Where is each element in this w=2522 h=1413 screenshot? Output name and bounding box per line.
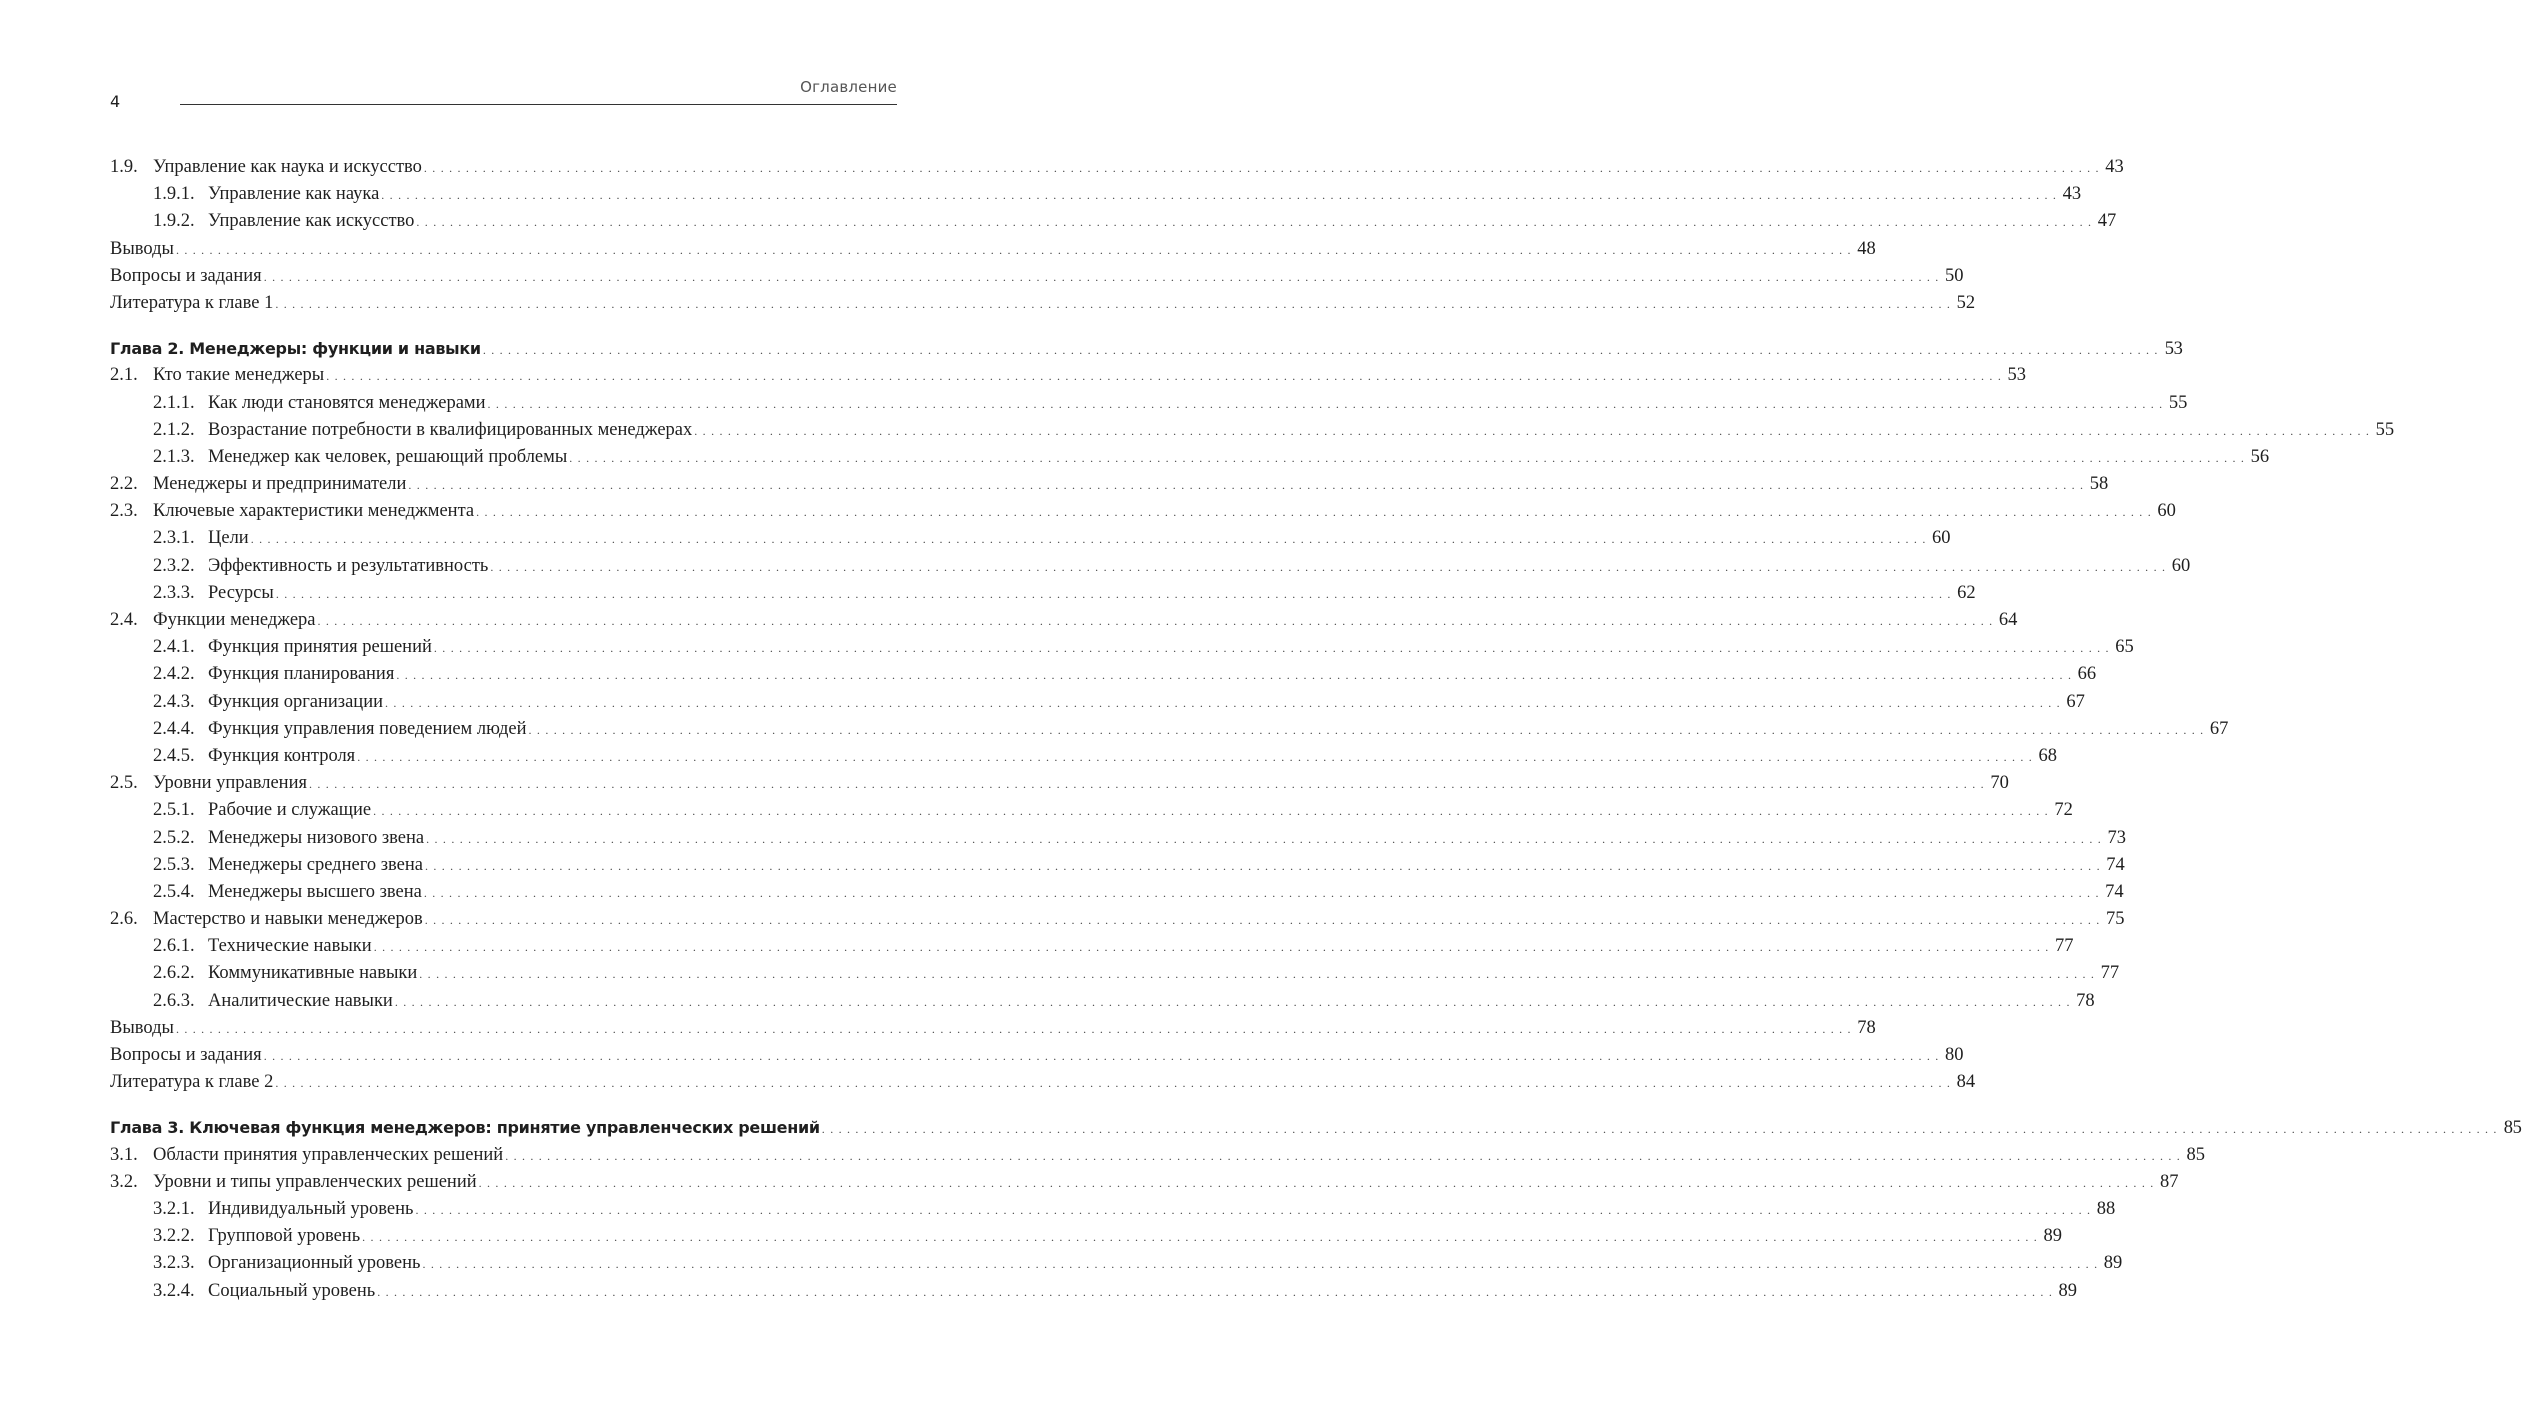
toc-entry[interactable] xyxy=(110,471,2109,498)
toc-entry-number: 1.9.2. xyxy=(153,211,195,232)
dot-leader: . . . . . . . . . . . . . . . . . . . . . . . . . . . . . . . . . . . . . . . . . . . . . . . . . . . . . . . . . . . . . . . . . . . . . . . . . . . . . . . . . . . . . . . . . . . . . . . . . . . . . . . . . . . . . . . . . . . . . . . . . . . . . . . . . . . . . . . . . . . . . . . . . . . . . . . . . . . . . . . . . . . . . . . . . . . . . . . . . . . . . . . . . . . . . . . . . . . . . . . . xyxy=(373,940,2050,955)
dot-leader: . . . . . . . . . . . . . . . . . . . . . . . . . . . . . . . . . . . . . . . . . . . . . . . . . . . . . . . . . . . . . . . . . . . . . . . . . . . . . . . . . . . . . . . . . . . . . . . . . . . . . . . . . . . . . . . . . . . . . . . . . . . . . . . . . . . . . . . . . . . . . . . . . . . . . . . . . . . . . . . . . . . . . . . . . . . . . . . . . . . . . . . . . . . . . . . . . . . . . . . . xyxy=(275,586,1952,601)
toc-entry-title: Литература к главе 1 xyxy=(110,292,274,313)
toc-entry[interactable] xyxy=(110,607,2018,634)
toc-page-number: 43 xyxy=(2062,184,2082,205)
toc-entry[interactable] xyxy=(110,390,2188,417)
dot-leader: . . . . . . . . . . . . . . . . . . . . . . . . . . . . . . . . . . . . . . . . . . . . . . . . . . . . . . . . . . . . . . . . . . . . . . . . . . . . . . . . . . . . . . . . . . . . . . . . . . . . . . . . . . . . . . . . . . . . . . . . . . . . . . . . . . . . . . . . . . . . . . . . . . . . . . . . . . . . . . . . . . . . . . . . . . . . . . . . . . . . . . . . . . . . . . . . . . . . . . . . xyxy=(490,559,2167,574)
toc-entry[interactable] xyxy=(110,1142,2205,1169)
toc-entry[interactable] xyxy=(110,1069,1976,1096)
toc-entry-title: Вопросы и задания xyxy=(110,265,262,286)
toc-page-number: 73 xyxy=(2107,827,2126,848)
toc-entry[interactable] xyxy=(110,716,2229,743)
toc-page-number: 67 xyxy=(2209,718,2229,739)
toc-page-number: 89 xyxy=(2043,1226,2062,1247)
toc-entry[interactable] xyxy=(110,852,2125,879)
dot-leader: . . . . . . . . . . . . . . . . . . . . . . . . . . . . . . . . . . . . . . . . . . . . . . . . . . . . . . . . . . . . . . . . . . . . . . . . . . . . . . . . . . . . . . . . . . . . . . . . . . . . . . . . . . . . . . . . . . . . . . . . . . . . . . . . . . . . . . . . . . . . . . . . . . . . . . . . . . . . . . . . . . . . . . . . . . . . . . . . . . . . . . . . . . . . . . . . . . . . . . . . xyxy=(424,858,2101,873)
toc-entry-number: 2.5.3. xyxy=(153,854,195,875)
toc-entry-number: 1.9. xyxy=(110,157,138,177)
toc-page-number: 60 xyxy=(2171,555,2191,576)
toc-page-number: 53 xyxy=(2164,339,2183,360)
toc-entry-title: Мастерство и навыки менеджеров xyxy=(153,909,423,930)
toc-entry[interactable] xyxy=(110,236,1876,263)
table-of-contents xyxy=(110,154,2522,1305)
toc-entry-title: Цели xyxy=(208,528,249,549)
toc-entry-title: Выводы xyxy=(110,1017,174,1038)
toc-page-number: 52 xyxy=(1956,292,1976,313)
dot-leader: . . . . . . . . . . . . . . . . . . . . . . . . . . . . . . . . . . . . . . . . . . . . . . . . . . . . . . . . . . . . . . . . . . . . . . . . . . . . . . . . . . . . . . . . . . . . . . . . . . . . . . . . . . . . . . . . . . . . . . . . . . . . . . . . . . . . . . . . . . . . . . . . . . . . . . . . . . . . . . . . . . . . . . . . . . . . . . . . . . . . . . . . . . . . . . . . . . . . . . . . xyxy=(408,478,2085,493)
toc-page-number: 74 xyxy=(2106,854,2125,875)
dot-leader: . . . . . . . . . . . . . . . . . . . . . . . . . . . . . . . . . . . . . . . . . . . . . . . . . . . . . . . . . . . . . . . . . . . . . . . . . . . . . . . . . . . . . . . . . . . . . . . . . . . . . . . . . . . . . . . . . . . . . . . . . . . . . . . . . . . . . . . . . . . . . . . . . . . . . . . . . . . . . . . . . . . . . . . . . . . . . . . . . . . . . . . . . . . . . . . . . . . . . . . . xyxy=(821,1122,2498,1137)
toc-entry-title: Менеджеры среднего звена xyxy=(208,854,423,875)
toc-chapter-heading[interactable] xyxy=(110,335,2183,362)
toc-entry-title: Организационный уровень xyxy=(208,1253,421,1274)
toc-entry-title: Рабочие и служащие xyxy=(208,800,372,821)
toc-entry-title: Менеджеры высшего звена xyxy=(208,881,422,902)
toc-entry[interactable] xyxy=(110,879,2124,906)
toc-entry-number: 2.4.1. xyxy=(153,637,195,658)
toc-entry[interactable] xyxy=(110,960,2120,987)
toc-page-number: 78 xyxy=(2076,990,2095,1011)
dot-leader: . . . . . . . . . . . . . . . . . . . . . . . . . . . . . . . . . . . . . . . . . . . . . . . . . . . . . . . . . . . . . . . . . . . . . . . . . . . . . . . . . . . . . . . . . . . . . . . . . . . . . . . . . . . . . . . . . . . . . . . . . . . . . . . . . . . . . . . . . . . . . . . . . . . . . . . . . . . . . . . . . . . . . . . . . . . . . . . . . . . . . . . . . . . . . . . . . . . . . . . . xyxy=(476,505,2152,520)
toc-page-number: 87 xyxy=(2159,1171,2179,1192)
dot-leader: . . . . . . . . . . . . . . . . . . . . . . . . . . . . . . . . . . . . . . . . . . . . . . . . . . . . . . . . . . . . . . . . . . . . . . . . . . . . . . . . . . . . . . . . . . . . . . . . . . . . . . . . . . . . . . . . . . . . . . . . . . . . . . . . . . . . . . . . . . . . . . . . . . . . . . . . . . . . . . . . . . . . . . . . . . . . . . . . . . . . . . . . . . . . . . . . . . . . . . . . xyxy=(396,668,2073,683)
dot-leader: . . . . . . . . . . . . . . . . . . . . . . . . . . . . . . . . . . . . . . . . . . . . . . . . . . . . . . . . . . . . . . . . . . . . . . . . . . . . . . . . . . . . . . . . . . . . . . . . . . . . . . . . . . . . . . . . . . . . . . . . . . . . . . . . . . . . . . . . . . . . . . . . . . . . . . . . . . . . . . . . . . . . . . . . . . . . . . . . . . . . . . . . . . . . . . . . . . . . . . . . xyxy=(416,215,2093,230)
toc-page-number: 88 xyxy=(2096,1198,2116,1219)
toc-entry-number: 2.4.4. xyxy=(153,718,195,739)
dot-leader: . . . . . . . . . . . . . . . . . . . . . . . . . . . . . . . . . . . . . . . . . . . . . . . . . . . . . . . . . . . . . . . . . . . . . . . . . . . . . . . . . . . . . . . . . . . . . . . . . . . . . . . . . . . . . . . . . . . . . . . . . . . . . . . . . . . . . . . . . . . . . . . . . . . . . . . . . . . . . . . . . . . . . . . . . . . . . . . . . . . . . . . . . . . . . . . . . . . . . . . . xyxy=(362,1230,2038,1245)
toc-entry-number: 2.3. xyxy=(110,501,138,522)
toc-page-number: 70 xyxy=(1990,773,2009,794)
toc-entry-title: Области принятия управленческих решений xyxy=(153,1144,504,1165)
dot-leader: . . . . . . . . . . . . . . . . . . . . . . . . . . . . . . . . . . . . . . . . . . . . . . . . . . . . . . . . . . . . . . . . . . . . . . . . . . . . . . . . . . . . . . . . . . . . . . . . . . . . . . . . . . . . . . . . . . . . . . . . . . . . . . . . . . . . . . . . . . . . . . . . . . . . . . . . . . . . . . . . . . . . . . . . . . . . . . . . . . . . . . . . . . . . . . . . . . . . . . . . xyxy=(373,804,2049,819)
toc-entry-title: Технические навыки xyxy=(208,936,372,957)
toc-entry-title: Уровни и типы управленческих решений xyxy=(153,1171,477,1192)
dot-leader: . . . . . . . . . . . . . . . . . . . . . . . . . . . . . . . . . . . . . . . . . . . . . . . . . . . . . . . . . . . . . . . . . . . . . . . . . . . . . . . . . . . . . . . . . . . . . . . . . . . . . . . . . . . . . . . . . . . . . . . . . . . . . . . . . . . . . . . . . . . . . . . . . . . . . . . . . . . . . . . . . . . . . . . . . . . . . . . . . . . . . . . . . . . . . . . . . . . . . . . . xyxy=(478,1175,2155,1190)
toc-page-number: 58 xyxy=(2089,474,2109,495)
toc-page-number: 78 xyxy=(1857,1017,1876,1038)
toc-entry-number: 2.6. xyxy=(110,909,138,930)
toc-entry-number: 2.5.2. xyxy=(153,827,195,848)
toc-page-number: 65 xyxy=(2115,637,2134,658)
toc-entry[interactable] xyxy=(110,580,1976,607)
toc-entry-number: 2.5.1. xyxy=(153,800,195,821)
toc-chapter-heading[interactable] xyxy=(110,1114,2522,1141)
toc-page-number: 60 xyxy=(1932,528,1951,549)
toc-page-number: 77 xyxy=(2100,963,2120,984)
toc-entry[interactable] xyxy=(110,661,2097,688)
toc-entry-title: Управление как наука и искусство xyxy=(153,157,422,177)
toc-page-number: 64 xyxy=(1998,610,2018,630)
toc-entry[interactable] xyxy=(110,797,2073,824)
page-number: 4 xyxy=(110,92,121,111)
toc-entry-title: Функция управления поведением людей xyxy=(208,718,527,739)
toc-page-number: 84 xyxy=(1956,1072,1976,1093)
toc-page-number: 55 xyxy=(2168,392,2188,413)
toc-page-number: 66 xyxy=(2077,664,2097,685)
toc-entry[interactable] xyxy=(110,825,2126,852)
toc-entry-title: Кто такие менеджеры xyxy=(153,365,325,386)
toc-entry-title: Индивидуальный уровень xyxy=(208,1198,414,1219)
toc-entry-number: 1.9.1. xyxy=(153,184,195,205)
toc-entry-number: 2.4.5. xyxy=(153,745,195,766)
dot-leader: . . . . . . . . . . . . . . . . . . . . . . . . . . . . . . . . . . . . . . . . . . . . . . . . . . . . . . . . . . . . . . . . . . . . . . . . . . . . . . . . . . . . . . . . . . . . . . . . . . . . . . . . . . . . . . . . . . . . . . . . . . . . . . . . . . . . . . . . . . . . . . . . . . . . . . . . . . . . . . . . . . . . . . . . . . . . . . . . . . . . . . . . . . . . . . . . . . . . . . . . xyxy=(377,1284,2054,1299)
dot-leader: . . . . . . . . . . . . . . . . . . . . . . . . . . . . . . . . . . . . . . . . . . . . . . . . . . . . . . . . . . . . . . . . . . . . . . . . . . . . . . . . . . . . . . . . . . . . . . . . . . . . . . . . . . . . . . . . . . . . . . . . . . . . . . . . . . . . . . . . . . . . . . . . . . . . . . . . . . . . . . . . . . . . . . . . . . . . . . . . . . . . . . . . . . . . . . . . . . . . . . . . xyxy=(317,614,1994,628)
dot-leader: . . . . . . . . . . . . . . . . . . . . . . . . . . . . . . . . . . . . . . . . . . . . . . . . . . . . . . . . . . . . . . . . . . . . . . . . . . . . . . . . . . . . . . . . . . . . . . . . . . . . . . . . . . . . . . . . . . . . . . . . . . . . . . . . . . . . . . . . . . . . . . . . . . . . . . . . . . . . . . . . . . . . . . . . . . . . . . . . . . . . . . . . . . . . . . . . . . . . . . . . xyxy=(482,343,2159,358)
toc-entry-title: Менеджеры и предприниматели xyxy=(153,474,407,495)
toc-entry[interactable] xyxy=(110,770,2009,797)
toc-entry-number: 2.1.1. xyxy=(153,392,195,413)
toc-entry[interactable] xyxy=(110,290,1976,317)
dot-leader: . . . . . . . . . . . . . . . . . . . . . . . . . . . . . . . . . . . . . . . . . . . . . . . . . . . . . . . . . . . . . . . . . . . . . . . . . . . . . . . . . . . . . . . . . . . . . . . . . . . . . . . . . . . . . . . . . . . . . . . . . . . . . . . . . . . . . . . . . . . . . . . . . . . . . . . . . . . . . . . . . . . . . . . . . . . . . . . . . . . . . . . . . . . . . . . . . . . . . . . . xyxy=(423,885,2100,900)
toc-page-number: 56 xyxy=(2250,446,2270,467)
dot-leader: . . . . . . . . . . . . . . . . . . . . . . . . . . . . . . . . . . . . . . . . . . . . . . . . . . . . . . . . . . . . . . . . . . . . . . . . . . . . . . . . . . . . . . . . . . . . . . . . . . . . . . . . . . . . . . . . . . . . . . . . . . . . . . . . . . . . . . . . . . . . . . . . . . . . . . . . . . . . . . . . . . . . . . . . . . . . . . . . . . . . . . . . . . . . . . . . . . . . . . . . xyxy=(419,967,2096,982)
dot-leader: . . . . . . . . . . . . . . . . . . . . . . . . . . . . . . . . . . . . . . . . . . . . . . . . . . . . . . . . . . . . . . . . . . . . . . . . . . . . . . . . . . . . . . . . . . . . . . . . . . . . . . . . . . . . . . . . . . . . . . . . . . . . . . . . . . . . . . . . . . . . . . . . . . . . . . . . . . . . . . . . . . . . . . . . . . . . . . . . . . . . . . . . . . . . . . . . . . . . . . . . xyxy=(263,269,1940,284)
toc-entry[interactable] xyxy=(110,988,2095,1015)
toc-entry-title: Социальный уровень xyxy=(208,1280,376,1301)
toc-entry[interactable] xyxy=(110,362,2027,389)
toc-entry-number: 2.3.1. xyxy=(153,528,195,549)
toc-entry-number: 3.2.2. xyxy=(153,1226,195,1247)
toc-page-number: 77 xyxy=(2055,936,2074,957)
toc-entry-title: Менеджеры низового звена xyxy=(208,827,425,848)
toc-entry[interactable] xyxy=(110,417,2395,444)
toc-entry-title: Уровни управления xyxy=(153,773,307,794)
dot-leader: . . . . . . . . . . . . . . . . . . . . . . . . . . . . . . . . . . . . . . . . . . . . . . . . . . . . . . . . . . . . . . . . . . . . . . . . . . . . . . . . . . . . . . . . . . . . . . . . . . . . . . . . . . . . . . . . . . . . . . . . . . . . . . . . . . . . . . . . . . . . . . . . . . . . . . . . . . . . . . . . . . . . . . . . . . . . . . . . . . . . . . . . . . . . . . . . . . . . . . . . xyxy=(505,1148,2181,1163)
dot-leader: . . . . . . . . . . . . . . . . . . . . . . . . . . . . . . . . . . . . . . . . . . . . . . . . . . . . . . . . . . . . . . . . . . . . . . . . . . . . . . . . . . . . . . . . . . . . . . . . . . . . . . . . . . . . . . . . . . . . . . . . . . . . . . . . . . . . . . . . . . . . . . . . . . . . . . . . . . . . . . . . . . . . . . . . . . . . . . . . . . . . . . . . . . . . . . . . . . . . . . . . xyxy=(385,695,2061,710)
toc-entry-number: 2.1.3. xyxy=(153,446,195,467)
dot-leader: . . . . . . . . . . . . . . . . . . . . . . . . . . . . . . . . . . . . . . . . . . . . . . . . . . . . . . . . . . . . . . . . . . . . . . . . . . . . . . . . . . . . . . . . . . . . . . . . . . . . . . . . . . . . . . . . . . . . . . . . . . . . . . . . . . . . . . . . . . . . . . . . . . . . . . . . . . . . . . . . . . . . . . . . . . . . . . . . . . . . . . . . . . . . . . . . . . . . . . . . xyxy=(175,242,1852,257)
toc-entry[interactable] xyxy=(110,181,2082,208)
toc-page-number: 74 xyxy=(2105,881,2124,902)
toc-entry-number: 3.2. xyxy=(110,1171,138,1192)
toc-entry[interactable] xyxy=(110,154,2124,181)
toc-entry[interactable] xyxy=(110,743,2058,770)
toc-entry-number: 2.6.3. xyxy=(153,990,195,1011)
toc-entry-title: Управление как наука xyxy=(208,184,380,205)
toc-entry-title: Управление как искусство xyxy=(208,211,415,232)
toc-entry-number: 2.6.1. xyxy=(153,936,195,957)
toc-page-number: 85 xyxy=(2186,1144,2205,1165)
toc-page-number: 89 xyxy=(2103,1253,2123,1274)
toc-entry[interactable] xyxy=(110,1196,2116,1223)
toc-entry[interactable] xyxy=(110,1042,1964,1069)
toc-entry[interactable] xyxy=(110,689,2085,716)
dot-leader: . . . . . . . . . . . . . . . . . . . . . . . . . . . . . . . . . . . . . . . . . . . . . . . . . . . . . . . . . . . . . . . . . . . . . . . . . . . . . . . . . . . . . . . . . . . . . . . . . . . . . . . . . . . . . . . . . . . . . . . . . . . . . . . . . . . . . . . . . . . . . . . . . . . . . . . . . . . . . . . . . . . . . . . . . . . . . . . . . . . . . . . . . . . . . . . . . . . . . . . . xyxy=(423,161,2100,175)
toc-entry-number: 2.2. xyxy=(110,474,138,495)
toc-entry-title: Функции менеджера xyxy=(153,610,316,630)
toc-entry-title: Как люди становятся менеджерами xyxy=(208,392,486,413)
dot-leader: . . . . . . . . . . . . . . . . . . . . . . . . . . . . . . . . . . . . . . . . . . . . . . . . . . . . . . . . . . . . . . . . . . . . . . . . . . . . . . . . . . . . . . . . . . . . . . . . . . . . . . . . . . . . . . . . . . . . . . . . . . . . . . . . . . . . . . . . . . . . . . . . . . . . . . . . . . . . . . . . . . . . . . . . . . . . . . . . . . . . . . . . . . . . . . . . . . . . . . . . xyxy=(426,831,2102,846)
toc-entry[interactable] xyxy=(110,553,2191,580)
toc-page-number: 47 xyxy=(2097,211,2117,232)
toc-entry-number: 3.2.4. xyxy=(153,1280,195,1301)
toc-entry[interactable] xyxy=(110,525,1951,552)
toc-entry-title: Аналитические навыки xyxy=(208,990,393,1011)
toc-entry[interactable] xyxy=(110,498,2176,525)
toc-entry-title: Вопросы и задания xyxy=(110,1045,262,1065)
toc-entry[interactable] xyxy=(110,1223,2062,1250)
toc-entry-number: 2.3.2. xyxy=(153,555,195,576)
toc-entry-title: Глава 2. Менеджеры: функции и навыки xyxy=(110,339,481,359)
toc-entry-number: 2.5. xyxy=(110,773,138,794)
toc-entry-title: Групповой уровень xyxy=(208,1226,361,1247)
toc-entry-number: 3.2.1. xyxy=(153,1198,195,1219)
toc-entry-number: 3.2.3. xyxy=(153,1253,195,1274)
dot-leader: . . . . . . . . . . . . . . . . . . . . . . . . . . . . . . . . . . . . . . . . . . . . . . . . . . . . . . . . . . . . . . . . . . . . . . . . . . . . . . . . . . . . . . . . . . . . . . . . . . . . . . . . . . . . . . . . . . . . . . . . . . . . . . . . . . . . . . . . . . . . . . . . . . . . . . . . . . . . . . . . . . . . . . . . . . . . . . . . . . . . . . . . . . . . . . . . . . . . . . . . xyxy=(381,188,2058,203)
dot-leader: . . . . . . . . . . . . . . . . . . . . . . . . . . . . . . . . . . . . . . . . . . . . . . . . . . . . . . . . . . . . . . . . . . . . . . . . . . . . . . . . . . . . . . . . . . . . . . . . . . . . . . . . . . . . . . . . . . . . . . . . . . . . . . . . . . . . . . . . . . . . . . . . . . . . . . . . . . . . . . . . . . . . . . . . . . . . . . . . . . . . . . . . . . . . . . . . . . . . . . . . xyxy=(487,396,2164,411)
toc-page-number: 80 xyxy=(1945,1045,1964,1065)
dot-leader: . . . . . . . . . . . . . . . . . . . . . . . . . . . . . . . . . . . . . . . . . . . . . . . . . . . . . . . . . . . . . . . . . . . . . . . . . . . . . . . . . . . . . . . . . . . . . . . . . . . . . . . . . . . . . . . . . . . . . . . . . . . . . . . . . . . . . . . . . . . . . . . . . . . . . . . . . . . . . . . . . . . . . . . . . . . . . . . . . . . . . . . . . . . . . . . . . . . . . . . . xyxy=(326,369,2003,384)
toc-entry-title: Эффективность и результативность xyxy=(208,555,489,576)
toc-page-number: 60 xyxy=(2157,501,2176,522)
toc-page-number: 62 xyxy=(1957,582,1976,603)
toc-entry-title: Выводы xyxy=(110,238,174,259)
dot-leader: . . . . . . . . . . . . . . . . . . . . . . . . . . . . . . . . . . . . . . . . . . . . . . . . . . . . . . . . . . . . . . . . . . . . . . . . . . . . . . . . . . . . . . . . . . . . . . . . . . . . . . . . . . . . . . . . . . . . . . . . . . . . . . . . . . . . . . . . . . . . . . . . . . . . . . . . . . . . . . . . . . . . . . . . . . . . . . . . . . . . . . . . . . . . . . . . . . . . . . . . xyxy=(394,994,2071,1009)
toc-page-number: 55 xyxy=(2375,419,2395,440)
toc-entry[interactable] xyxy=(110,444,2270,471)
dot-leader: . . . . . . . . . . . . . . . . . . . . . . . . . . . . . . . . . . . . . . . . . . . . . . . . . . . . . . . . . . . . . . . . . . . . . . . . . . . . . . . . . . . . . . . . . . . . . . . . . . . . . . . . . . . . . . . . . . . . . . . . . . . . . . . . . . . . . . . . . . . . . . . . . . . . . . . . . . . . . . . . . . . . . . . . . . . . . . . . . . . . . . . . . . . . . . . . . . . . . . . . xyxy=(250,532,1927,547)
page-header xyxy=(110,76,897,116)
toc-entry-number: 3.1. xyxy=(110,1144,138,1165)
dot-leader: . . . . . . . . . . . . . . . . . . . . . . . . . . . . . . . . . . . . . . . . . . . . . . . . . . . . . . . . . . . . . . . . . . . . . . . . . . . . . . . . . . . . . . . . . . . . . . . . . . . . . . . . . . . . . . . . . . . . . . . . . . . . . . . . . . . . . . . . . . . . . . . . . . . . . . . . . . . . . . . . . . . . . . . . . . . . . . . . . . . . . . . . . . . . . . . . . . . . . . . . xyxy=(569,450,2246,465)
dot-leader: . . . . . . . . . . . . . . . . . . . . . . . . . . . . . . . . . . . . . . . . . . . . . . . . . . . . . . . . . . . . . . . . . . . . . . . . . . . . . . . . . . . . . . . . . . . . . . . . . . . . . . . . . . . . . . . . . . . . . . . . . . . . . . . . . . . . . . . . . . . . . . . . . . . . . . . . . . . . . . . . . . . . . . . . . . . . . . . . . . . . . . . . . . . . . . . . . . . . . . . . xyxy=(415,1202,2092,1217)
dot-leader: . . . . . . . . . . . . . . . . . . . . . . . . . . . . . . . . . . . . . . . . . . . . . . . . . . . . . . . . . . . . . . . . . . . . . . . . . . . . . . . . . . . . . . . . . . . . . . . . . . . . . . . . . . . . . . . . . . . . . . . . . . . . . . . . . . . . . . . . . . . . . . . . . . . . . . . . . . . . . . . . . . . . . . . . . . . . . . . . . . . . . . . . . . . . . . . . . . . . . . . . xyxy=(422,1257,2099,1272)
toc-entry-title: Литература к главе 2 xyxy=(110,1072,274,1093)
toc-entry-title: Возрастание потребности в квалифицированных менеджерах xyxy=(208,419,693,440)
toc-page-number: 72 xyxy=(2054,800,2073,821)
toc-entry[interactable] xyxy=(110,1278,2078,1305)
header-rule xyxy=(180,104,897,105)
dot-leader: . . . . . . . . . . . . . . . . . . . . . . . . . . . . . . . . . . . . . . . . . . . . . . . . . . . . . . . . . . . . . . . . . . . . . . . . . . . . . . . . . . . . . . . . . . . . . . . . . . . . . . . . . . . . . . . . . . . . . . . . . . . . . . . . . . . . . . . . . . . . . . . . . . . . . . . . . . . . . . . . . . . . . . . . . . . . . . . . . . . . . . . . . . . . . . . . . . . . . . . . xyxy=(175,1021,1852,1036)
dot-leader: . . . . . . . . . . . . . . . . . . . . . . . . . . . . . . . . . . . . . . . . . . . . . . . . . . . . . . . . . . . . . . . . . . . . . . . . . . . . . . . . . . . . . . . . . . . . . . . . . . . . . . . . . . . . . . . . . . . . . . . . . . . . . . . . . . . . . . . . . . . . . . . . . . . . . . . . . . . . . . . . . . . . . . . . . . . . . . . . . . . . . . . . . . . . . . . . . . . . . . . . xyxy=(424,913,2101,928)
toc-entry[interactable] xyxy=(110,208,2117,235)
dot-leader: . . . . . . . . . . . . . . . . . . . . . . . . . . . . . . . . . . . . . . . . . . . . . . . . . . . . . . . . . . . . . . . . . . . . . . . . . . . . . . . . . . . . . . . . . . . . . . . . . . . . . . . . . . . . . . . . . . . . . . . . . . . . . . . . . . . . . . . . . . . . . . . . . . . . . . . . . . . . . . . . . . . . . . . . . . . . . . . . . . . . . . . . . . . . . . . . . . . . . . . . xyxy=(263,1049,1940,1063)
dot-leader: . . . . . . . . . . . . . . . . . . . . . . . . . . . . . . . . . . . . . . . . . . . . . . . . . . . . . . . . . . . . . . . . . . . . . . . . . . . . . . . . . . . . . . . . . . . . . . . . . . . . . . . . . . . . . . . . . . . . . . . . . . . . . . . . . . . . . . . . . . . . . . . . . . . . . . . . . . . . . . . . . . . . . . . . . . . . . . . . . . . . . . . . . . . . . . . . . . . . . . . . xyxy=(357,749,2034,764)
toc-entry-title: Функция планирования xyxy=(208,664,395,685)
dot-leader: . . . . . . . . . . . . . . . . . . . . . . . . . . . . . . . . . . . . . . . . . . . . . . . . . . . . . . . . . . . . . . . . . . . . . . . . . . . . . . . . . . . . . . . . . . . . . . . . . . . . . . . . . . . . . . . . . . . . . . . . . . . . . . . . . . . . . . . . . . . . . . . . . . . . . . . . . . . . . . . . . . . . . . . . . . . . . . . . . . . . . . . . . . . . . . . . . . . . . . . . xyxy=(275,296,1952,311)
toc-entry-number: 2.3.3. xyxy=(153,582,195,603)
dot-leader: . . . . . . . . . . . . . . . . . . . . . . . . . . . . . . . . . . . . . . . . . . . . . . . . . . . . . . . . . . . . . . . . . . . . . . . . . . . . . . . . . . . . . . . . . . . . . . . . . . . . . . . . . . . . . . . . . . . . . . . . . . . . . . . . . . . . . . . . . . . . . . . . . . . . . . . . . . . . . . . . . . . . . . . . . . . . . . . . . . . . . . . . . . . . . . . . . . . . . . . . xyxy=(528,722,2205,737)
toc-entry-number: 2.1. xyxy=(110,365,138,386)
toc-entry[interactable] xyxy=(110,1250,2123,1277)
toc-page-number: 53 xyxy=(2007,365,2027,386)
dot-leader: . . . . . . . . . . . . . . . . . . . . . . . . . . . . . . . . . . . . . . . . . . . . . . . . . . . . . . . . . . . . . . . . . . . . . . . . . . . . . . . . . . . . . . . . . . . . . . . . . . . . . . . . . . . . . . . . . . . . . . . . . . . . . . . . . . . . . . . . . . . . . . . . . . . . . . . . . . . . . . . . . . . . . . . . . . . . . . . . . . . . . . . . . . . . . . . . . . . . . . . . xyxy=(275,1076,1952,1091)
toc-entry-number: 2.4.3. xyxy=(153,691,195,712)
toc-page-number: 48 xyxy=(1857,238,1876,259)
toc-page-number: 85 xyxy=(2503,1118,2522,1139)
toc-entry-number: 2.1.2. xyxy=(153,419,195,440)
toc-page-number: 50 xyxy=(1945,265,1964,286)
toc-entry-title: Глава 3. Ключевая функция менеджеров: принятие управленческих решений xyxy=(110,1118,820,1138)
toc-entry-title: Ключевые характеристики менеджмента xyxy=(153,501,475,522)
toc-entry[interactable] xyxy=(110,933,2074,960)
toc-entry[interactable] xyxy=(110,1015,1876,1042)
toc-entry-number: 2.5.4. xyxy=(153,881,195,902)
toc-entry-title: Коммуникативные навыки xyxy=(208,963,418,984)
dot-leader: . . . . . . . . . . . . . . . . . . . . . . . . . . . . . . . . . . . . . . . . . . . . . . . . . . . . . . . . . . . . . . . . . . . . . . . . . . . . . . . . . . . . . . . . . . . . . . . . . . . . . . . . . . . . . . . . . . . . . . . . . . . . . . . . . . . . . . . . . . . . . . . . . . . . . . . . . . . . . . . . . . . . . . . . . . . . . . . . . . . . . . . . . . . . . . . . . . . . . . . . xyxy=(433,641,2110,656)
toc-entry-title: Менеджер как человек, решающий проблемы xyxy=(208,446,568,467)
toc-entry-title: Ресурсы xyxy=(208,582,274,603)
toc-entry-number: 2.4. xyxy=(110,610,138,630)
toc-page-number: 75 xyxy=(2106,909,2125,930)
toc-entry-number: 2.6.2. xyxy=(153,963,195,984)
toc-page-number: 89 xyxy=(2058,1280,2078,1301)
toc-entry-title: Функция принятия решений xyxy=(208,637,432,658)
toc-entry-title: Функция контроля xyxy=(208,745,356,766)
dot-leader: . . . . . . . . . . . . . . . . . . . . . . . . . . . . . . . . . . . . . . . . . . . . . . . . . . . . . . . . . . . . . . . . . . . . . . . . . . . . . . . . . . . . . . . . . . . . . . . . . . . . . . . . . . . . . . . . . . . . . . . . . . . . . . . . . . . . . . . . . . . . . . . . . . . . . . . . . . . . . . . . . . . . . . . . . . . . . . . . . . . . . . . . . . . . . . . . . . . . . . . . xyxy=(694,423,2371,438)
toc-entry-number: 2.4.2. xyxy=(153,664,195,685)
running-title: Оглавление xyxy=(800,78,897,96)
toc-entry[interactable] xyxy=(110,906,2125,933)
toc-page-number: 43 xyxy=(2105,157,2124,177)
toc-entry[interactable] xyxy=(110,1169,2179,1196)
toc-page-number: 67 xyxy=(2066,691,2085,712)
toc-page-number: 68 xyxy=(2038,745,2058,766)
toc-entry[interactable] xyxy=(110,263,1964,290)
dot-leader: . . . . . . . . . . . . . . . . . . . . . . . . . . . . . . . . . . . . . . . . . . . . . . . . . . . . . . . . . . . . . . . . . . . . . . . . . . . . . . . . . . . . . . . . . . . . . . . . . . . . . . . . . . . . . . . . . . . . . . . . . . . . . . . . . . . . . . . . . . . . . . . . . . . . . . . . . . . . . . . . . . . . . . . . . . . . . . . . . . . . . . . . . . . . . . . . . . . . . . . . xyxy=(309,777,1985,792)
toc-entry-title: Функция организации xyxy=(208,691,384,712)
toc-entry[interactable] xyxy=(110,634,2134,661)
